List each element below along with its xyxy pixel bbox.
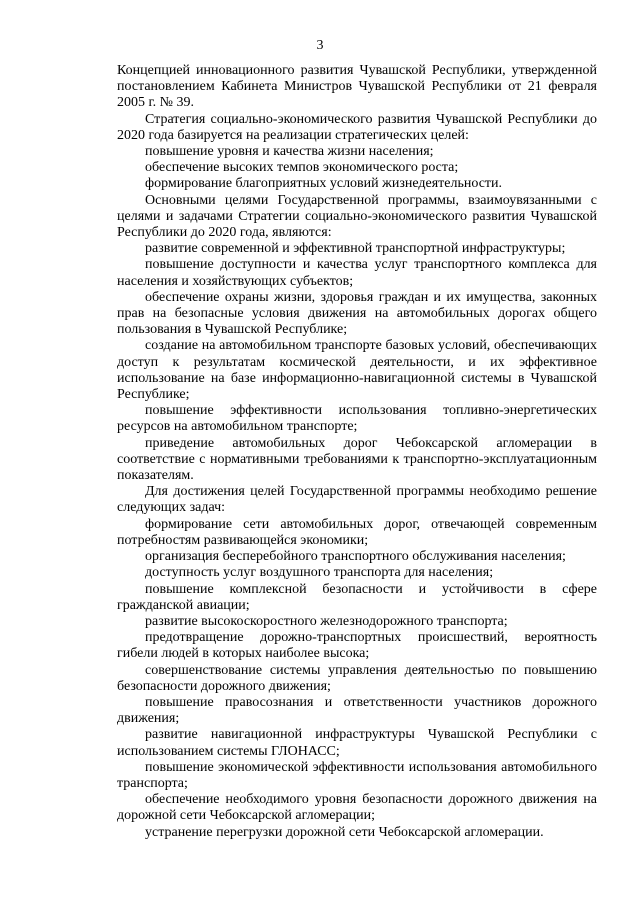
paragraph: Стратегия социально-экономического развития Чувашской Республики до 2020 года базируется на реализации стратегических целей: — [117, 111, 597, 143]
list-item: предотвращение дорожно-транспортных происшествий, вероятность гибели людей в которых наиболее высока; — [117, 630, 597, 662]
list-item: организация бесперебойного транспортного обслуживания населения; — [145, 549, 566, 565]
list-item: обеспечение необходимого уровня безопасности дорожного движения на дорожной сети Чебоксарской агломерации; — [117, 792, 597, 824]
list-item: повышение правосознания и ответственности участников дорожного движения; — [117, 694, 597, 727]
list-item: приведение автомобильных дорог Чебоксарской агломерации в соответствие с нормативными требованиями к транспортно-эксплуатационным показателям. — [117, 435, 597, 484]
paragraph: Основными целями Государственной программы, взаимоувязанными с целями и задачами Стратегии социально-экономического развития Чувашской Республики до 2020 года, являются: — [117, 192, 597, 241]
paragraph: Концепцией инновационного развития Чувашской Республики, утвержденной постановлением Кабинета Министров Чувашской Республики от 21 февраля 2005 г. № 39. — [117, 63, 597, 111]
list-item: развитие современной и эффективной транспортной инфраструктуры; — [145, 241, 566, 257]
list-item: развитие высокоскоростного железнодорожного транспорта; — [145, 613, 508, 629]
body-text — [117, 63, 597, 841]
page-number: 3 — [316, 38, 324, 53]
list-item: развитие навигационной инфраструктуры Чувашской Республики с использованием системы ГЛОНАСС; — [117, 727, 597, 759]
list-item: формирование благоприятных условий жизнедеятельности. — [145, 176, 503, 192]
list-item: повышение экономической эффективности использования автомобильного транспорта; — [117, 759, 597, 791]
list-item: повышение доступности и качества услуг транспортного комплекса для населения и хозяйствующих субъектов; — [117, 257, 597, 289]
list-item: устранение перегрузки дорожной сети Чебоксарской агломерации. — [145, 824, 544, 840]
list-item: обеспечение охраны жизни, здоровья граждан и их имущества, законных прав на безопасные условия движения на автомобильных дорогах общего пользования в Чувашской Республике; — [117, 289, 597, 338]
list-item: доступность услуг воздушного транспорта для населения; — [145, 565, 494, 581]
list-item: повышение комплексной безопасности и устойчивости в сфере гражданской авиации; — [117, 581, 597, 613]
list-item: формирование сети автомобильных дорог, отвечающей современным потребностям развивающейся экономики; — [117, 516, 597, 548]
list-item: создание на автомобильном транспорте базовых условий, обеспечивающих доступ к результатам космической деятельности, и их эффективное использование на базе информационно-навигационной системы в Чувашской Республике; — [117, 338, 597, 403]
list-item: повышение эффективности использования топливно-энергетических ресурсов на автомобильном транспорте; — [117, 403, 597, 435]
list-item: повышение уровня и качества жизни населения; — [145, 144, 434, 160]
list-item: совершенствование системы управления деятельностью по повышению безопасности дорожного движения; — [117, 662, 597, 694]
list-item: обеспечение высоких темпов экономического роста; — [145, 160, 459, 176]
paragraph: Для достижения целей Государственной программы необходимо решение следующих задач: — [117, 484, 597, 516]
